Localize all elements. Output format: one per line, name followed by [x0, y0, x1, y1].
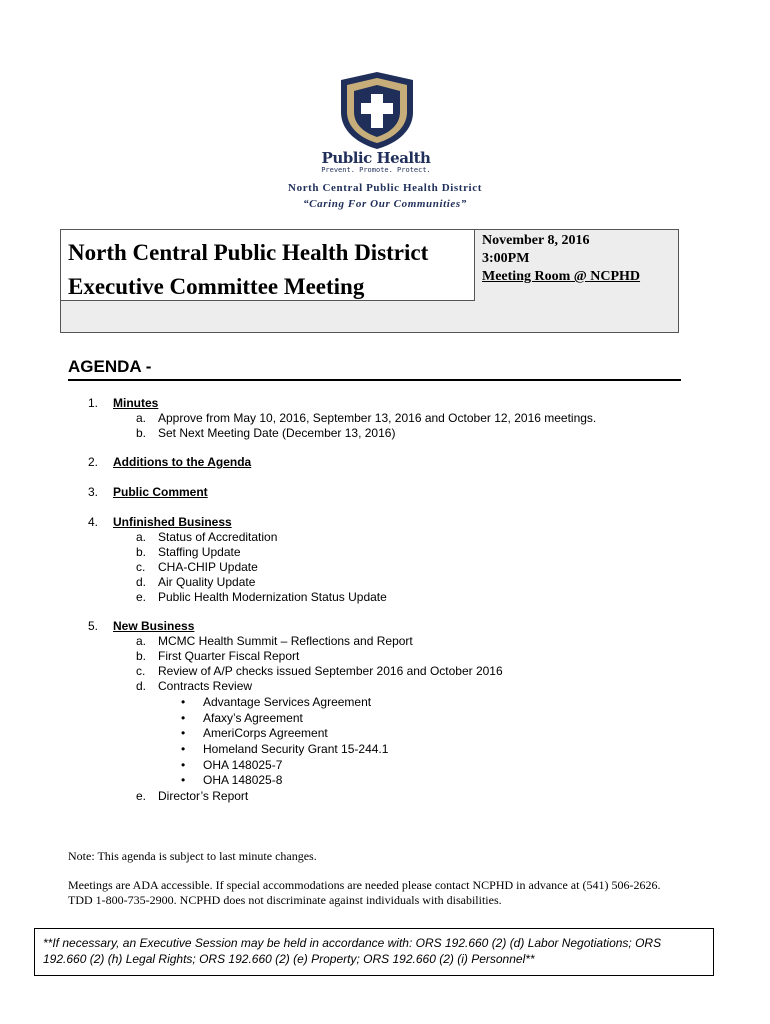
bullet-item: OHA 148025-7 [203, 758, 283, 772]
page-title [68, 236, 428, 304]
list-item: MCMC Health Summit – Reflections and Report [158, 634, 413, 648]
section-number: 5. [88, 619, 99, 633]
brand-block [300, 150, 452, 175]
item-letter: e. [136, 590, 147, 604]
section-title: Minutes [113, 396, 159, 410]
meeting-time: 3:00PM [482, 251, 530, 266]
bullet-icon: • [181, 758, 186, 772]
item-letter: a. [136, 530, 147, 544]
bullet-icon: • [181, 742, 186, 756]
meeting-date: November 8, 2016 [482, 233, 590, 248]
bullet-item: Advantage Services Agreement [203, 695, 372, 709]
section-number: 4. [88, 515, 99, 529]
bullet-item: AmeriCorps Agreement [203, 726, 328, 740]
brand-name: Public Health [321, 149, 431, 167]
list-item: Set Next Meeting Date (December 13, 2016) [158, 426, 396, 440]
bullet-icon: • [181, 726, 186, 740]
org-name: North Central Public Health District [288, 182, 482, 194]
item-letter: d. [136, 575, 147, 589]
item-letter: e. [136, 789, 147, 803]
section-title: Additions to the Agenda [113, 455, 252, 469]
section-title: Public Comment [113, 485, 208, 499]
list-item: Status of Accreditation [158, 530, 278, 544]
executive-session-note: **If necessary, an Executive Session may be held in accordance with: ORS 192.660 (2) (d) Labor Negotiations; ORS 192.660 (2) (h) Legal Rights; ORS 192.660 (2) (e) Property; ORS 192.660 (2) (i) Personnel** [34, 928, 714, 976]
list-item: Air Quality Update [158, 575, 256, 589]
agenda-heading: AGENDA - [68, 356, 681, 381]
bullet-item: OHA 148025-8 [203, 773, 283, 787]
bullet-icon: • [181, 711, 186, 725]
item-letter: d. [136, 679, 147, 693]
meeting-meta [482, 232, 640, 286]
shield-cross-icon [337, 70, 417, 150]
change-note: Note: This agenda is subject to last minute changes. [68, 849, 317, 863]
title-line-2: Executive Committee Meeting [68, 274, 365, 299]
list-item: CHA-CHIP Update [158, 560, 258, 574]
section-title: New Business [113, 619, 195, 633]
brand-tagline: Prevent. Promote. Protect. [321, 166, 431, 174]
section-number: 1. [88, 396, 99, 410]
list-item: Review of A/P checks issued September 2016 and October 2016 [158, 664, 503, 678]
bullet-item: Afaxy’s Agreement [203, 711, 303, 725]
list-item: Contracts Review [158, 679, 253, 693]
title-line-1: North Central Public Health District [68, 240, 429, 265]
org-slogan: “Caring For Our Communities” [303, 198, 467, 210]
list-item: Director’s Report [158, 789, 249, 803]
bullet-icon: • [181, 695, 186, 709]
meeting-location: Meeting Room @ NCPHD [482, 269, 641, 284]
list-item: First Quarter Fiscal Report [158, 649, 300, 663]
item-letter: c. [136, 560, 146, 574]
item-letter: c. [136, 664, 146, 678]
item-letter: b. [136, 545, 147, 559]
bullet-item: Homeland Security Grant 15-244.1 [203, 742, 389, 756]
item-letter: b. [136, 426, 147, 440]
title-cell [61, 230, 475, 301]
ada-note: Meetings are ADA accessible. If special accommodations are needed please contact NCPHD in advance at (541) 506-2626. TDD 1-800-735-2900. NCPHD does not discriminate against individuals with disabilities. [68, 878, 661, 907]
list-item: Staffing Update [158, 545, 241, 559]
item-letter: b. [136, 649, 147, 663]
list-item: Public Health Modernization Status Update [158, 590, 387, 604]
item-letter: a. [136, 411, 147, 425]
section-title: Unfinished Business [113, 515, 232, 529]
item-letter: a. [136, 634, 147, 648]
list-item: Approve from May 10, 2016, September 13, 2016 and October 12, 2016 meetings. [158, 411, 597, 425]
section-number: 3. [88, 485, 99, 499]
meeting-header-box [60, 229, 679, 333]
section-number: 2. [88, 455, 99, 469]
bullet-icon: • [181, 773, 186, 787]
